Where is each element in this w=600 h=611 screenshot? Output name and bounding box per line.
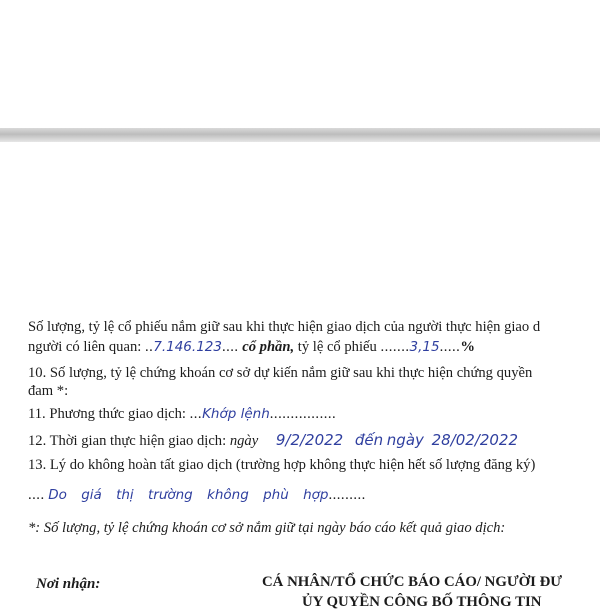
dots: .......	[380, 339, 410, 355]
reporter-title: CÁ NHÂN/TỔ CHỨC BÁO CÁO/ NGƯỜI ĐƯ	[262, 574, 563, 590]
related-person-label: người có liên quan:	[28, 339, 145, 355]
item-13-answer-line	[28, 486, 366, 504]
related-person-line	[28, 338, 475, 356]
item-11-line	[28, 405, 336, 423]
handwritten-den: đến	[354, 431, 384, 449]
item-12-line	[28, 431, 518, 450]
handwritten-ratio: 3,15	[409, 339, 440, 355]
previous-page-blank	[0, 0, 600, 128]
dots: ..	[144, 339, 154, 355]
document-page	[0, 142, 600, 610]
handwritten-reason: Do giá thị trường không phù hợp	[48, 487, 329, 503]
dots: .....	[439, 339, 461, 355]
ratio-label: tỷ lệ cổ phiếu	[294, 339, 381, 355]
shares-after-line: Số lượng, tỷ lệ cổ phiếu nắm giữ sau khi thực hiện giao dịch của người thực hiện giao d	[28, 319, 541, 335]
dots: ................	[269, 406, 337, 422]
dots: .........	[328, 487, 366, 503]
handwritten-start-date: 9/2/2022	[275, 431, 344, 449]
reporter-title-2: ỦY QUYỀN CÔNG BỐ THÔNG TIN	[302, 594, 542, 610]
from-day-label: ngày	[229, 433, 259, 449]
transaction-time-label: 12. Thời gian thực hiện giao dịch:	[28, 433, 230, 449]
transaction-method-label: 11. Phương thức giao dịch:	[28, 406, 190, 422]
dots: ...	[189, 406, 203, 422]
item-13-line: 13. Lý do không hoàn tất giao dịch (trường hợp không thực hiện hết số lượng đăng ký)	[28, 457, 536, 473]
dots: ....	[28, 487, 45, 503]
percent-sign: %	[460, 339, 475, 355]
footnote-line: *: Số lượng, tỷ lệ chứng khoán cơ sở nắm giữ tại ngày báo cáo kết quả giao dịch:	[28, 520, 506, 536]
page-separator	[0, 128, 600, 142]
unit-shares: cổ phần,	[242, 339, 295, 355]
handwritten-shares: 7.146.123	[153, 339, 222, 355]
handwritten-ngay: ngày	[386, 431, 424, 449]
item-10-line: 10. Số lượng, tỷ lệ chứng khoán cơ sở dự kiến nắm giữ sau khi thực hiện chứng quyền	[28, 365, 533, 381]
item-10-continued: đam *:	[28, 383, 69, 399]
recipients-label: Nơi nhận:	[36, 576, 101, 592]
handwritten-method: Khớp lệnh	[202, 406, 270, 422]
handwritten-end-date: 28/02/2022	[431, 431, 519, 449]
dots: ....	[221, 339, 239, 355]
